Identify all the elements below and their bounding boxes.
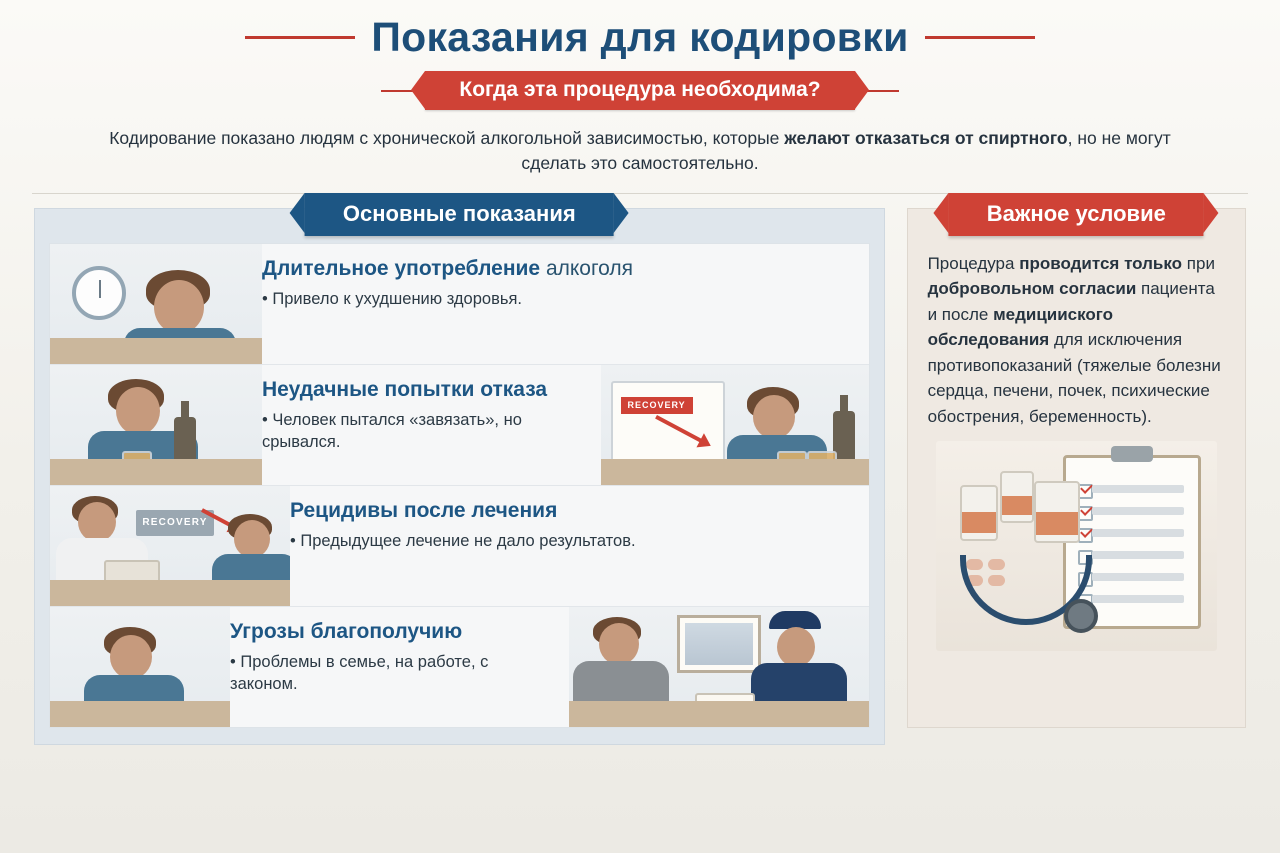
illustration-tired-man-with-clock: [50, 244, 262, 364]
item-title-bold: Неудачные попытки отказа: [262, 377, 548, 401]
lead-paragraph: [80, 126, 1200, 177]
bottle-label: [1036, 512, 1078, 535]
side-run-4: пациента и после: [927, 279, 1215, 324]
checkbox-checked-icon: [1078, 484, 1093, 499]
item-text: [262, 365, 601, 485]
list-item: [50, 607, 869, 727]
figure-head: [234, 520, 270, 558]
desk-surface: [50, 580, 290, 606]
item-title-bold: Угрозы благополучию: [230, 619, 463, 643]
row-line: [1092, 529, 1184, 537]
desk-surface: [601, 459, 869, 485]
figure-head: [78, 502, 116, 542]
illustration-police-interview: [569, 607, 869, 727]
pill-bottle-icon: [1034, 481, 1080, 543]
item-bullet: • Проблемы в семье, на работе, с законом.: [230, 652, 489, 694]
item-title: [230, 619, 559, 644]
title-row: [0, 14, 1280, 61]
checkbox-checked-icon: [1078, 528, 1093, 543]
lead-text-1: Кодирование показано людям с хронической алкогольной зависимостью, которые: [109, 128, 785, 148]
side-panel-ribbon: Важное условие: [949, 193, 1204, 236]
figure-head: [753, 395, 795, 439]
figure-head: [599, 623, 639, 665]
side-paragraph: [928, 251, 1225, 430]
item-text: [290, 486, 869, 606]
item-text: [262, 244, 869, 364]
checkbox-checked-icon: [1078, 506, 1093, 521]
subtitle-rule-right: [865, 90, 899, 92]
list-item: [50, 486, 869, 607]
item-bullet: • Человек пытался «завязать», но срывался.: [262, 410, 522, 452]
main-panel-ribbon: Основные показания: [305, 193, 614, 236]
illustration-medical-checkup: [936, 441, 1217, 651]
side-run-6: для исключения противопоказаний (тяжелые болезни сердца, печени, почек, психические обострения, беременность).: [927, 330, 1221, 426]
desk-surface: [50, 459, 262, 485]
item-bullet: • Предыдущее лечение не дало результатов.: [290, 531, 636, 550]
row-line: [1092, 507, 1184, 515]
content-columns: [0, 200, 1280, 745]
subtitle-banner: Когда эта процедура необходима?: [425, 71, 854, 110]
bottle-label: [1002, 496, 1032, 515]
bottle-label: [962, 512, 996, 533]
family-photo-frame: [677, 615, 761, 673]
item-text: [230, 607, 569, 727]
row-line: [1092, 573, 1184, 581]
title-rule-right: [925, 36, 1035, 39]
figure-head: [116, 387, 160, 435]
list-item: [50, 365, 869, 486]
illustration-man-with-bottle: [50, 365, 262, 485]
item-title: [262, 256, 859, 281]
illustration-worried-man: [50, 607, 230, 727]
list-item: [50, 244, 869, 365]
subtitle-rule-left: [381, 90, 415, 92]
page-title: Показания для кодировки: [371, 14, 909, 60]
desk-surface: [50, 701, 230, 727]
main-indications-panel: [34, 200, 885, 745]
clipboard-clip: [1111, 446, 1153, 462]
desk-surface: [569, 701, 869, 727]
illustration-doctor-consultation: [50, 486, 290, 606]
row-line: [1092, 485, 1184, 493]
pill-bottle-icon: [1000, 471, 1034, 523]
item-title: [262, 377, 591, 402]
pill-bottle-icon: [960, 485, 998, 541]
subtitle-row: [0, 71, 1280, 110]
recovery-sign: RECOVERY: [136, 510, 214, 536]
row-line: [1092, 595, 1184, 603]
item-title: [290, 498, 859, 523]
side-run-0: Процедура: [927, 253, 1020, 273]
item-bullet: • Привело к ухудшению здоровья.: [262, 289, 522, 308]
item-title-thin: алкоголя: [540, 256, 634, 280]
figure-head: [777, 627, 815, 667]
stethoscope-head-icon: [1064, 599, 1098, 633]
figure-head: [154, 280, 204, 334]
calendar-label: RECOVERY: [621, 397, 693, 414]
side-run-5: медицииского обследования: [927, 304, 1114, 350]
main-panel-inner: [49, 243, 870, 728]
side-panel-inner: [908, 243, 1245, 652]
desk-surface: [50, 338, 262, 364]
lead-text-bold: желают отказаться от спиртного: [784, 128, 1068, 148]
side-run-1: проводится только: [1019, 253, 1183, 273]
item-title-bold: Длительное употребление: [262, 256, 541, 280]
figure-head: [110, 635, 152, 679]
important-condition-panel: [907, 200, 1246, 728]
side-run-2: при: [1182, 253, 1215, 273]
title-rule-left: [245, 36, 355, 39]
clock-icon: [72, 266, 126, 320]
illustration-calendar-relapse: [601, 365, 869, 485]
row-line: [1092, 551, 1184, 559]
side-run-3: добровольном согласии: [927, 279, 1137, 299]
lead-text-2: , но не могут сделать это самостоятельно.: [521, 128, 1171, 174]
header: [0, 0, 1280, 177]
calendar-icon: [611, 381, 725, 471]
item-title-bold: Рецидивы после лечения: [290, 498, 558, 522]
